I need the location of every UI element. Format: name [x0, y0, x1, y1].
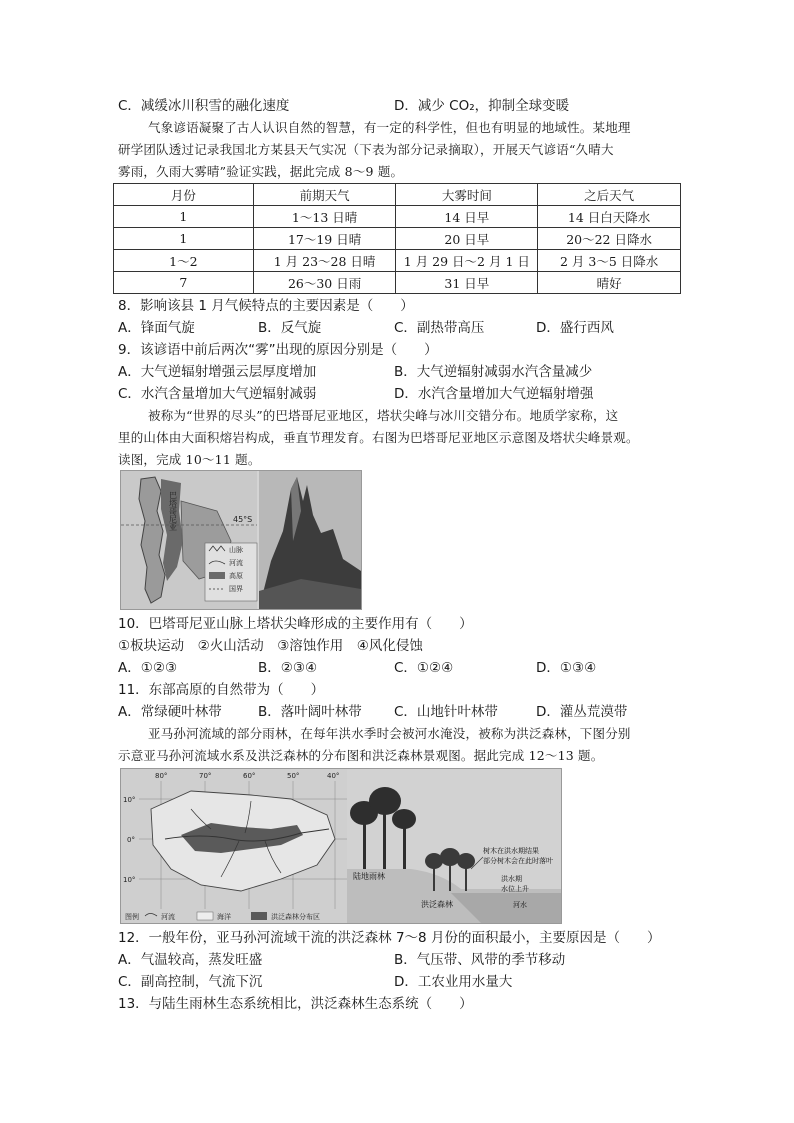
table-header-row: [114, 184, 681, 206]
q12-option-b: B．气压带、风带的季节移动: [394, 952, 566, 968]
amazon-figure: [120, 768, 562, 924]
table-cell: 1～13 日晴: [253, 206, 396, 228]
legend-mountain-label: 山脉: [229, 546, 243, 554]
legend-ocean-label: 海洋: [217, 913, 231, 921]
q10-option-d: D．①③④: [536, 660, 597, 676]
flood-level-line-1: 洪水期: [501, 875, 522, 883]
longitude-label: 60°: [243, 772, 256, 780]
latitude-label: 10°: [123, 876, 136, 884]
table-cell: 26～30 日雨: [253, 272, 396, 294]
table-header: 之后天气: [538, 184, 681, 206]
q13-stem: 13．与陆生雨林生态系统相比，洪泛森林生态系统（ ）: [118, 996, 473, 1012]
q10-option-c: C．①②④: [394, 660, 454, 676]
amazon-figure-svg: [121, 769, 561, 923]
table-cell: 17～19 日晴: [253, 228, 396, 250]
rainforest-label: 陆地雨林: [353, 872, 385, 881]
table-row: [114, 250, 681, 272]
table-cell: 20 日早: [396, 228, 538, 250]
region-label: 巴塔哥尼亚: [168, 491, 178, 531]
q11-stem: 11．东部高原的自然带为（ ）: [118, 682, 325, 698]
table-cell: 晴好: [538, 272, 681, 294]
table-cell: 1: [114, 206, 254, 228]
latitude-label: 0°: [127, 836, 135, 844]
q8-option-c: C．副热带高压: [394, 320, 485, 336]
tree-note-line-2: 部分树木会在此时落叶: [483, 857, 553, 865]
q12-option-a: A．气温较高，蒸发旺盛: [118, 952, 263, 968]
table-cell: 1 月 23～28 日晴: [253, 250, 396, 272]
ocean-legend-icon: [197, 912, 213, 920]
q10-stem: 10．巴塔哥尼亚山脉上塔状尖峰形成的主要作用有（ ）: [118, 616, 473, 632]
q10-option-b: B．②③④: [258, 660, 318, 676]
q9-option-c: C．水汽含量增加大气逆辐射减弱: [118, 386, 317, 402]
table-row: [114, 206, 681, 228]
intro-10-11-line-3: 读图，完成 10～11 题。: [118, 452, 261, 467]
table-cell: 2 月 3～5 日降水: [538, 250, 681, 272]
weather-record-table: [113, 183, 681, 294]
table-cell: 1 月 29 日～2 月 1 日: [396, 250, 538, 272]
table-cell: 14 日白天降水: [538, 206, 681, 228]
patagonia-map-svg: [121, 471, 361, 609]
table-cell: 7: [114, 272, 254, 294]
q12-stem: 12．一般年份，亚马孙河流域干流的洪泛森林 7～8 月份的面积最小，主要原因是（ ）: [118, 930, 661, 946]
legend-flood-forest-label: 洪泛森林分布区: [271, 913, 320, 921]
latitude-label: 10°: [123, 796, 136, 804]
q8-option-a: A．锋面气旋: [118, 320, 195, 336]
q10-items: ①板块运动 ②火山活动 ③溶蚀作用 ④风化侵蚀: [118, 638, 423, 654]
q7-option-c: C．减缓冰川积雪的融化速度: [118, 98, 290, 114]
table-header: 前期天气: [253, 184, 396, 206]
q12-option-d: D．工农业用水量大: [394, 974, 513, 990]
q11-option-c: C．山地针叶林带: [394, 704, 498, 720]
q7-option-d: D．减少 CO₂，抑制全球变暖: [394, 98, 570, 114]
table-row: [114, 228, 681, 250]
intro-10-11-line-1: 被称为“世界的尽头”的巴塔哥尼亚地区，塔状尖峰与冰川交错分布。地质学家称，这: [148, 408, 619, 423]
q8-option-b: B．反气旋: [258, 320, 322, 336]
flood-forest-legend-icon: [251, 912, 267, 920]
table-cell: 1～2: [114, 250, 254, 272]
q8-option-d: D．盛行西风: [536, 320, 614, 336]
table-header: 大雾时间: [396, 184, 538, 206]
flood-level-line-2: 水位上升: [501, 885, 529, 893]
tree-note-line-1: 树木在洪水期结果: [483, 847, 539, 855]
legend-river-label: 河流: [229, 559, 243, 567]
table-cell: 31 日早: [396, 272, 538, 294]
legend-river-label: 河流: [161, 913, 175, 921]
q9-stem: 9．该谚语中前后两次“雾”出现的原因分别是（ ）: [118, 342, 438, 358]
table-row: [114, 272, 681, 294]
q12-option-c: C．副高控制，气流下沉: [118, 974, 263, 990]
intro-12-13-line-2: 示意亚马孙河流域水系及洪泛森林的分布图和洪泛森林景观图。据此完成 12～13 题。: [118, 748, 604, 763]
longitude-label: 70°: [199, 772, 212, 780]
intro-8-9-line-3: 雾雨，久雨大雾晴”验证实践，据此完成 8～9 题。: [118, 164, 404, 179]
latitude-label: 45°S: [233, 515, 253, 524]
longitude-label: 80°: [155, 772, 168, 780]
q8-stem: 8．影响该县 1 月气候特点的主要因素是（ ）: [118, 298, 414, 314]
longitude-label: 40°: [327, 772, 340, 780]
legend-plateau-label: 高原: [229, 572, 243, 580]
table-cell: 14 日早: [396, 206, 538, 228]
table-cell: 1: [114, 228, 254, 250]
intro-12-13-line-1: 亚马孙河流域的部分雨林，在每年洪水季时会被河水淹没，被称为洪泛森林，下图分别: [148, 726, 631, 741]
intro-10-11-line-2: 里的山体由大面积熔岩构成，垂直节理发育。右图为巴塔哥尼亚地区示意图及塔状尖峰景观。: [118, 430, 639, 445]
river-water-label: 河水: [513, 901, 527, 909]
legend-prefix: 图例: [125, 913, 139, 921]
longitude-label: 50°: [287, 772, 300, 780]
plateau-legend-icon: [209, 572, 225, 579]
q11-option-d: D．灌丛荒漠带: [536, 704, 628, 720]
flood-forest-label: 洪泛森林: [421, 900, 453, 909]
table-header: 月份: [114, 184, 254, 206]
q9-option-d: D．水汽含量增加大气逆辐射增强: [394, 386, 594, 402]
legend-border-label: 国界: [229, 585, 243, 593]
q10-option-a: A．①②③: [118, 660, 178, 676]
table-cell: 20～22 日降水: [538, 228, 681, 250]
intro-8-9-line-1: 气象谚语凝聚了古人认识自然的智慧，有一定的科学性，但也有明显的地域性。某地理: [148, 120, 631, 135]
q11-option-a: A．常绿硬叶林带: [118, 704, 222, 720]
patagonia-figure: [120, 470, 362, 610]
intro-8-9-line-2: 研学团队透过记录我国北方某县天气实况（下表为部分记录摘取），开展天气谚语“久晴大: [118, 142, 614, 157]
q9-option-b: B．大气逆辐射减弱水汽含量减少: [394, 364, 593, 380]
q11-option-b: B．落叶阔叶林带: [258, 704, 362, 720]
q9-option-a: A．大气逆辐射增强云层厚度增加: [118, 364, 317, 380]
